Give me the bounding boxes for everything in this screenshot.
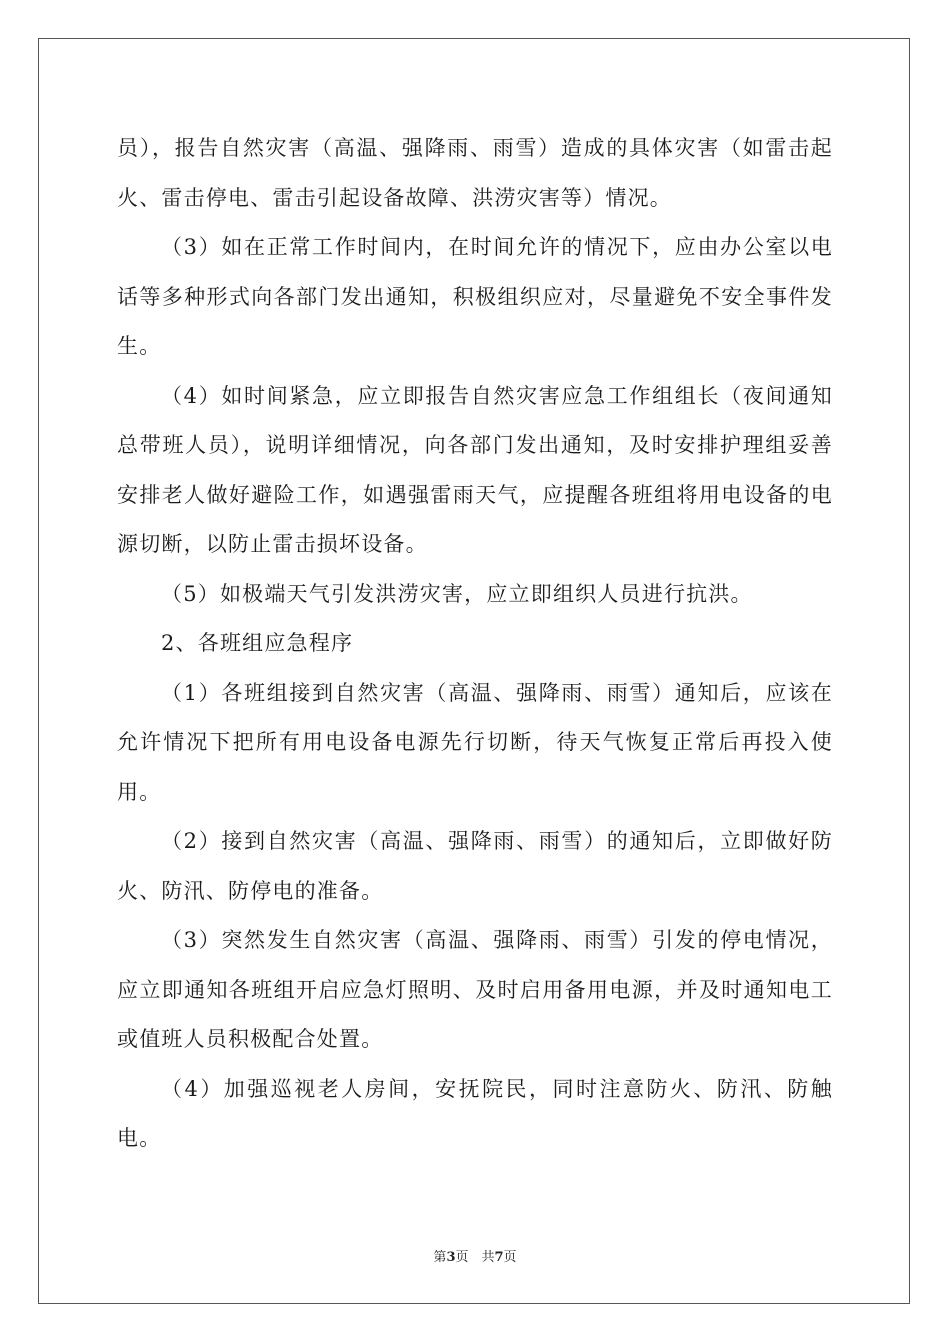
section-heading: 2、各班组应急程序 [161,631,354,655]
footer-page-number: 3 [446,1250,456,1265]
paragraph: （2）接到自然灾害（高温、强降雨、雨雪）的通知后，立即做好防火、防汛、防停电的准备。 [117,829,833,903]
page-footer [0,1246,950,1265]
footer-prefix: 第 [433,1250,447,1265]
document-body [117,124,833,1164]
paragraph: （3）如在正常工作时间内，在时间允许的情况下，应由办公室以电话等多种形式向各部门发出通知，积极组织应对，尽量避免不安全事件发生。 [117,235,833,358]
paragraph: （5）如极端天气引发洪涝灾害，应立即组织人员进行抗洪。 [161,581,753,606]
paragraph: （3）突然发生自然灾害（高温、强降雨、雨雪）引发的停电情况，应立即通知各班组开启应急灯照明、及时启用备用电源，并及时通知电工或值班人员积极配合处置。 [117,928,833,1051]
footer-mid: 页 共 [455,1250,495,1265]
footer-total-pages: 7 [494,1250,504,1265]
paragraph: 员），报告自然灾害（高温、强降雨、雨雪）造成的具体灾害（如雷击起火、雷击停电、雷击引起设备故障、洪涝灾害等）情况。 [117,136,833,210]
paragraph: （4）如时间紧急，应立即报告自然灾害应急工作组组长（夜间通知总带班人员），说明详细情况，向各部门发出通知，及时安排护理组妥善安排老人做好避险工作，如遇强雷雨天气，应提醒各班组将用电设备的电源切断，以防止雷击损坏设备。 [117,383,833,556]
paragraph: （1）各班组接到自然灾害（高温、强降雨、雨雪）通知后，应该在允许情况下把所有用电设备电源先行切断，待天气恢复正常后再投入使用。 [117,680,833,804]
footer-suffix: 页 [503,1250,517,1265]
paragraph: （4）加强巡视老人房间，安抚院民，同时注意防火、防汛、防触电。 [117,1076,833,1150]
